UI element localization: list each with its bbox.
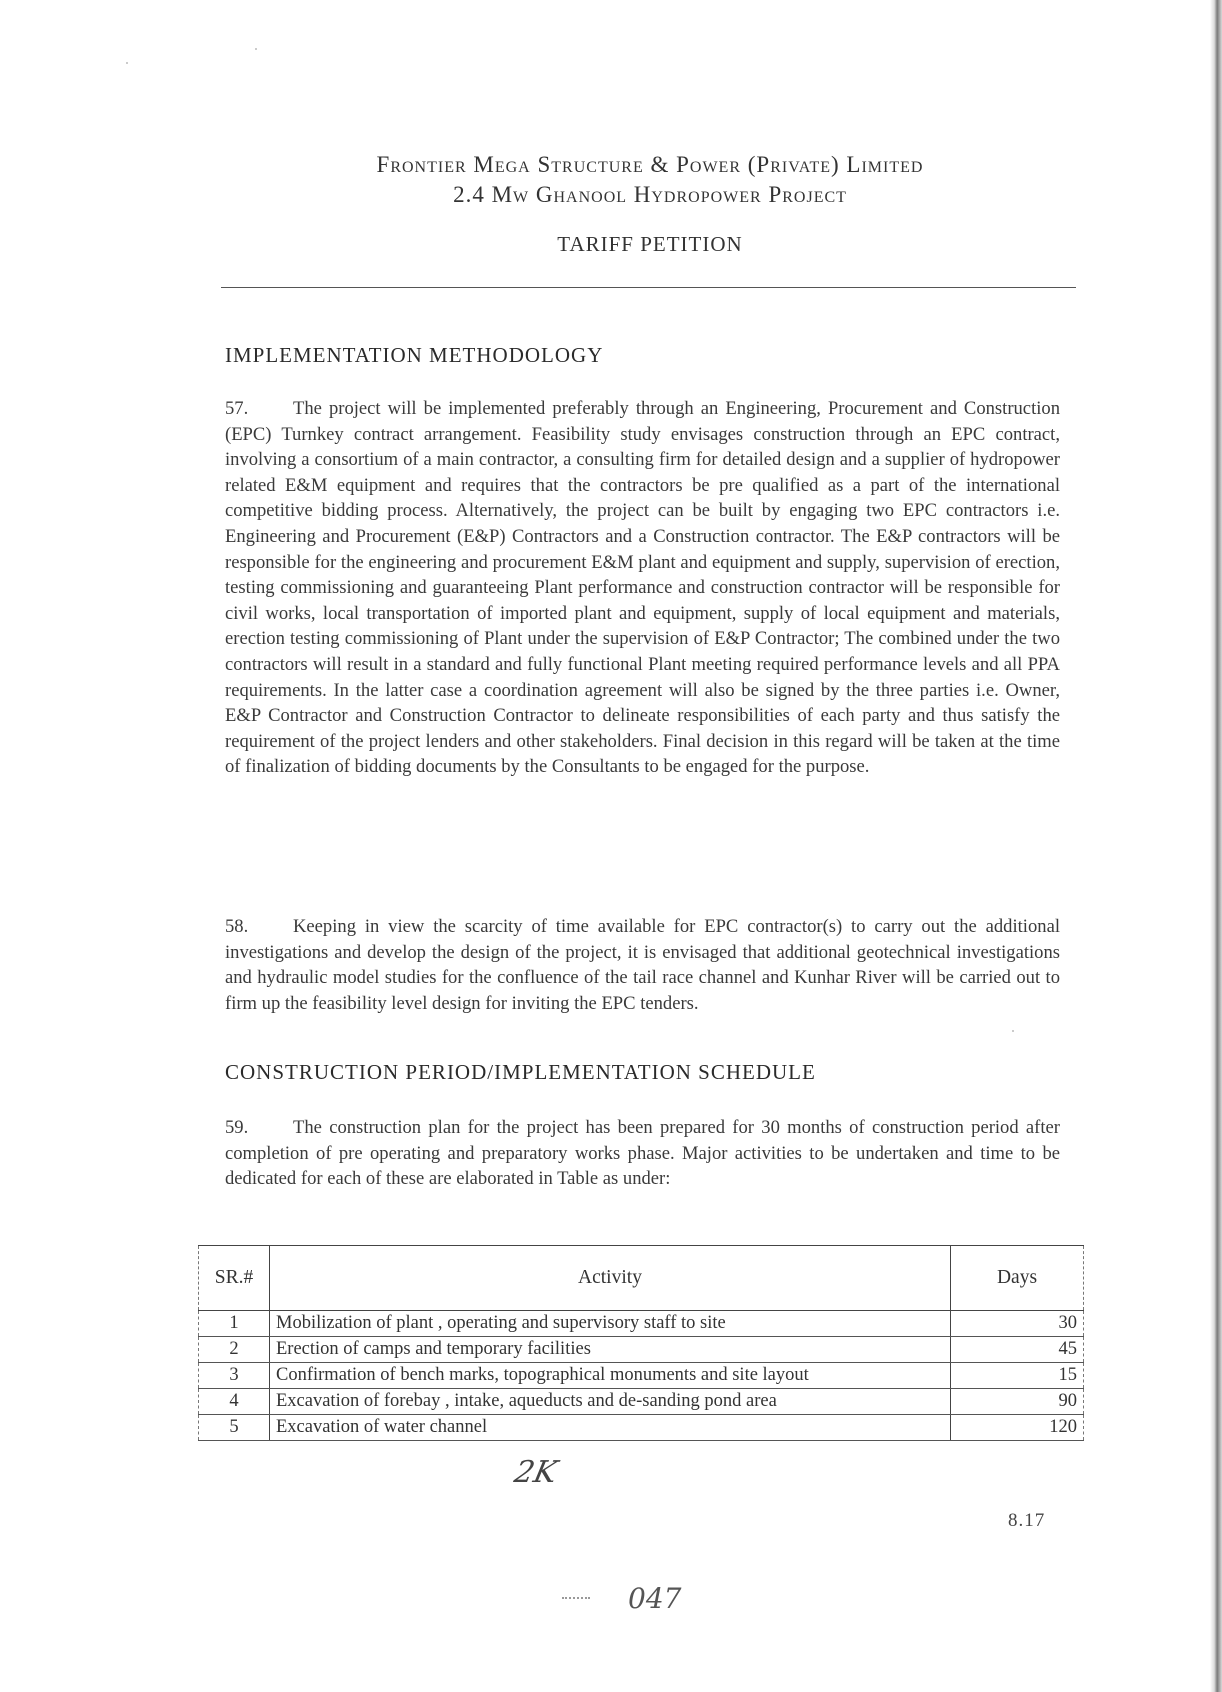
- scan-speck: [126, 62, 128, 64]
- header-divider: [221, 287, 1076, 288]
- company-name: Frontier Mega Structure & Power (Private) Limited: [376, 152, 924, 177]
- construction-schedule-table: [198, 1245, 1084, 1441]
- cell-sr: 5: [199, 1415, 270, 1441]
- cell-activity: Confirmation of bench marks, topographical monuments and site layout: [270, 1363, 951, 1389]
- scan-speck: [1012, 1030, 1014, 1032]
- cell-days: 30: [951, 1311, 1084, 1337]
- section-title-implementation-methodology: IMPLEMENTATION METHODOLOGY: [225, 343, 604, 367]
- cell-sr: 2: [199, 1337, 270, 1363]
- paragraph-58: [225, 914, 1060, 1016]
- scan-speck: [255, 48, 257, 50]
- section-title-construction-schedule: CONSTRUCTION PERIOD/IMPLEMENTATION SCHEDULE: [225, 1060, 816, 1084]
- cell-activity: Excavation of water channel: [270, 1415, 951, 1441]
- cell-activity: Erection of camps and temporary facilities: [270, 1337, 951, 1363]
- table-row: [199, 1337, 1084, 1363]
- cell-activity: Excavation of forebay , intake, aqueducts and de-sanding pond area: [270, 1389, 951, 1415]
- paragraph-57: [225, 396, 1060, 780]
- scan-edge: [1210, 0, 1222, 1692]
- cell-activity: Mobilization of plant , operating and supervisory staff to site: [270, 1311, 951, 1337]
- paragraph-59: [225, 1115, 1060, 1192]
- paragraph-text: The project will be implemented preferably through an Engineering, Procurement and Construction (EPC) Turnkey contract arrangement. Feasibility study envisages construction through an EPC contract, involving a consortium of a main contractor, a consulting firm for detailed design and a supplier of hydropower related E&M equipment and requires that the contractors be pre qualified as a part of the international competitive bidding process. Alternatively, the project can be built by engaging two EPC contractors i.e. Engineering and Procurement (E&P) Contractors and a Construction contractor. The E&P contractors will be responsible for the engineering and procurement E&M plant and equipment and supply, supervision of erection, testing commissioning and guaranteeing Plant performance and construction contractor will be responsible for civil works, local transportation of imported plant and equipment, supply of local equipment and materials, erection testing commissioning of Plant under the supervision of E&P Contractor; The combined under the two contractors will result in a standard and fully functional Plant meeting required performance levels and all PPA requirements. In the latter case a coordination agreement will also be signed by the three parties i.e. Owner, E&P Contractor and Construction Contractor to delineate responsibilities of each party and thus satisfy the requirement of the project lenders and other stakeholders. Final decision in this regard will be taken at the time of finalization of bidding documents by the Consultants to be engaged for the purpose.: [225, 398, 1060, 778]
- paragraph-number: 57.: [225, 398, 249, 419]
- table-row: [199, 1311, 1084, 1337]
- handwritten-mark: 2K: [511, 1455, 561, 1490]
- cell-days: 45: [951, 1337, 1084, 1363]
- cell-days: 90: [951, 1389, 1084, 1415]
- table-row: [199, 1389, 1084, 1415]
- column-header-sr: SR.#: [199, 1246, 270, 1311]
- table-row: [199, 1363, 1084, 1389]
- cell-days: 120: [951, 1415, 1084, 1441]
- column-header-activity: Activity: [270, 1246, 951, 1311]
- cell-sr: 1: [199, 1311, 270, 1337]
- paragraph-number: 59.: [225, 1117, 249, 1138]
- paragraph-number: 58.: [225, 916, 249, 937]
- table-header-row: [199, 1246, 1084, 1311]
- cell-sr: 4: [199, 1389, 270, 1415]
- document-title: TARIFF PETITION: [557, 232, 743, 256]
- document-header: [220, 150, 1080, 257]
- paragraph-text: The construction plan for the project has been prepared for 30 months of construction period after completion of pre operating and preparatory works phase. Major activities to be undertaken and time to be dedicated for each of these are elaborated in Table as under:: [225, 1117, 1060, 1190]
- page-number: 8.17: [1008, 1510, 1046, 1531]
- stamp-marks: [562, 1597, 590, 1602]
- table-row: [199, 1415, 1084, 1441]
- column-header-days: Days: [951, 1246, 1084, 1311]
- paragraph-text: Keeping in view the scarcity of time available for EPC contractor(s) to carry out the additional investigations and develop the design of the project, it is envisaged that additional geotechnical investigations and hydraulic model studies for the confluence of the tail race channel and Kunhar River will be carried out to firm up the feasibility level design for inviting the EPC tenders.: [225, 916, 1060, 1014]
- cell-sr: 3: [199, 1363, 270, 1389]
- project-name: 2.4 Mw Ghanool Hydropower Project: [453, 182, 847, 207]
- cell-days: 15: [951, 1363, 1084, 1389]
- stamp-number: 047: [628, 1582, 682, 1615]
